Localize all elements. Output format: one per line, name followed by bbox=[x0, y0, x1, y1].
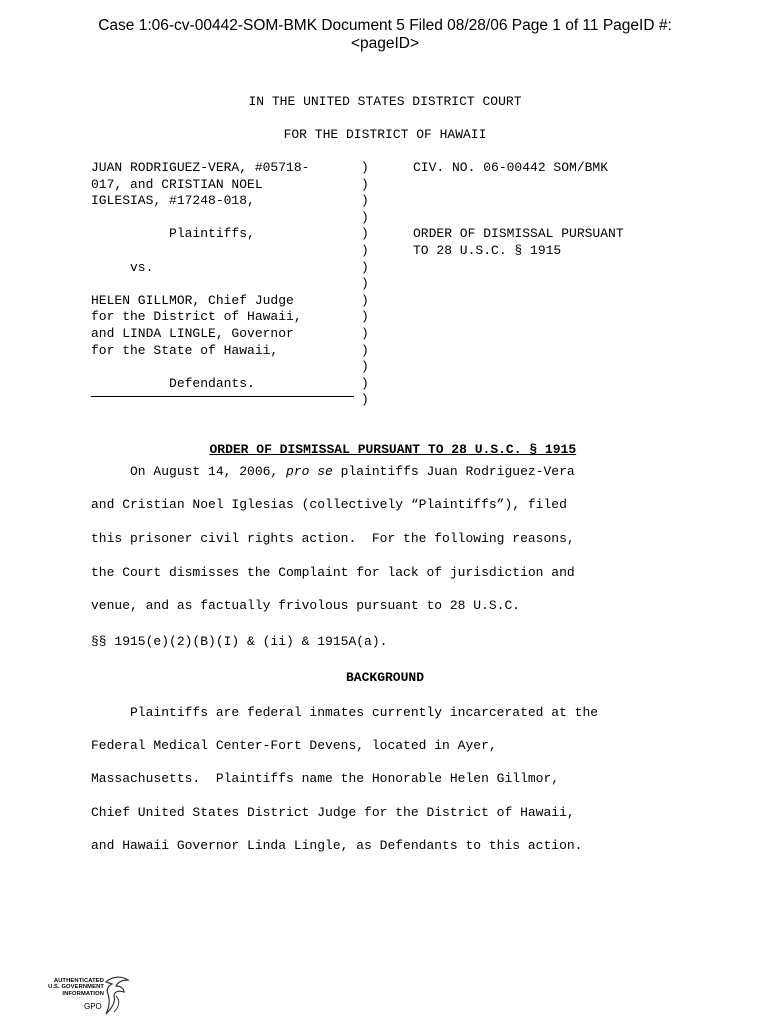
background-line-5: and Hawaii Governor Linda Lingle, as Defendants to this action. bbox=[91, 838, 583, 853]
caption-paren: ) bbox=[361, 209, 369, 225]
background-line-3: Massachusetts. Plaintiffs name the Honorable Helen Gillmor, bbox=[91, 771, 560, 786]
order-title-line2: TO 28 U.S.C. § 1915 bbox=[413, 243, 562, 258]
caption-paren: ) bbox=[361, 259, 369, 275]
caption-paren: ) bbox=[361, 342, 369, 358]
page-id: <pageID> bbox=[350, 35, 420, 52]
versus-label: vs. bbox=[91, 259, 154, 275]
intro-line-3: this prisoner civil rights action. For the following reasons, bbox=[91, 531, 575, 546]
caption-paren: ) bbox=[361, 176, 369, 192]
eagle-icon bbox=[102, 974, 132, 1018]
filing-header: Case 1:06-cv-00442-SOM-BMK Document 5 Filed 08/28/06 Page 1 of 11 PageID #: bbox=[98, 17, 672, 34]
intro-line-6: §§ 1915(e)(2)(B)(I) & (ii) & 1915A(a). bbox=[91, 634, 388, 649]
intro-line-1 bbox=[91, 464, 575, 479]
background-heading: BACKGROUND bbox=[345, 670, 424, 685]
seal-line: U.S. GOVERNMENT bbox=[48, 984, 104, 991]
caption-paren: ) bbox=[361, 226, 369, 242]
caption-line: and LINDA LINGLE, Governor bbox=[91, 326, 294, 341]
intro-line-5: venue, and as factually frivolous pursuant to 28 U.S.C. bbox=[91, 598, 521, 613]
seal-line: INFORMATION bbox=[62, 990, 104, 997]
background-line-2: Federal Medical Center-Fort Devens, located in Ayer, bbox=[91, 738, 497, 753]
caption-paren: ) bbox=[361, 160, 369, 175]
caption-paren: ) bbox=[361, 375, 369, 391]
intro-text: plaintiffs Juan Rodriguez-Vera bbox=[332, 464, 575, 479]
caption-line: 017, and CRISTIAN NOEL bbox=[91, 176, 263, 192]
order-title-text: ORDER OF DISMISSAL PURSUANT TO 28 U.S.C. § 1915 bbox=[209, 442, 577, 457]
caption-paren: ) bbox=[361, 309, 369, 325]
gpo-authentication-seal bbox=[44, 974, 134, 1018]
caption-line: JUAN RODRIGUEZ-VERA, #05718- bbox=[91, 160, 310, 175]
defendants-label: Defendants. bbox=[91, 375, 255, 391]
caption-paren: ) bbox=[361, 392, 369, 408]
court-name: IN THE UNITED STATES DISTRICT COURT bbox=[248, 94, 522, 109]
caption-paren: ) bbox=[361, 359, 369, 375]
gpo-mark: GPO bbox=[84, 1002, 102, 1011]
caption-line: IGLESIAS, #17248-018, bbox=[91, 193, 255, 209]
order-title-line1: ORDER OF DISMISSAL PURSUANT bbox=[413, 226, 624, 242]
pro-se-italic: pro se bbox=[286, 464, 333, 479]
caption-paren: ) bbox=[361, 243, 369, 258]
intro-line-2: and Cristian Noel Iglesias (collectively “Plaintiffs”), filed bbox=[91, 497, 567, 512]
background-line-1: Plaintiffs are federal inmates currently incarcerated at the bbox=[91, 705, 599, 720]
caption-line: HELEN GILLMOR, Chief Judge bbox=[91, 292, 294, 308]
caption-paren: ) bbox=[361, 326, 369, 341]
caption-line: for the District of Hawaii, bbox=[91, 309, 302, 325]
seal-line: AUTHENTICATED bbox=[53, 978, 104, 984]
civil-number: CIV. NO. 06-00442 SOM/BMK bbox=[413, 160, 609, 175]
intro-text: On August 14, 2006, bbox=[91, 464, 287, 479]
caption-paren: ) bbox=[361, 193, 369, 209]
background-line-4: Chief United States District Judge for the District of Hawaii, bbox=[91, 805, 575, 820]
caption-underline bbox=[91, 396, 354, 397]
caption-paren: ) bbox=[361, 292, 369, 308]
intro-line-4: the Court dismisses the Complaint for lack of jurisdiction and bbox=[91, 565, 575, 580]
order-title bbox=[0, 427, 770, 457]
seal-text bbox=[44, 978, 104, 997]
court-district: FOR THE DISTRICT OF HAWAII bbox=[283, 127, 487, 142]
caption-line: for the State of Hawaii, bbox=[91, 342, 279, 358]
caption-paren: ) bbox=[361, 276, 369, 292]
plaintiffs-label: Plaintiffs, bbox=[91, 226, 255, 242]
